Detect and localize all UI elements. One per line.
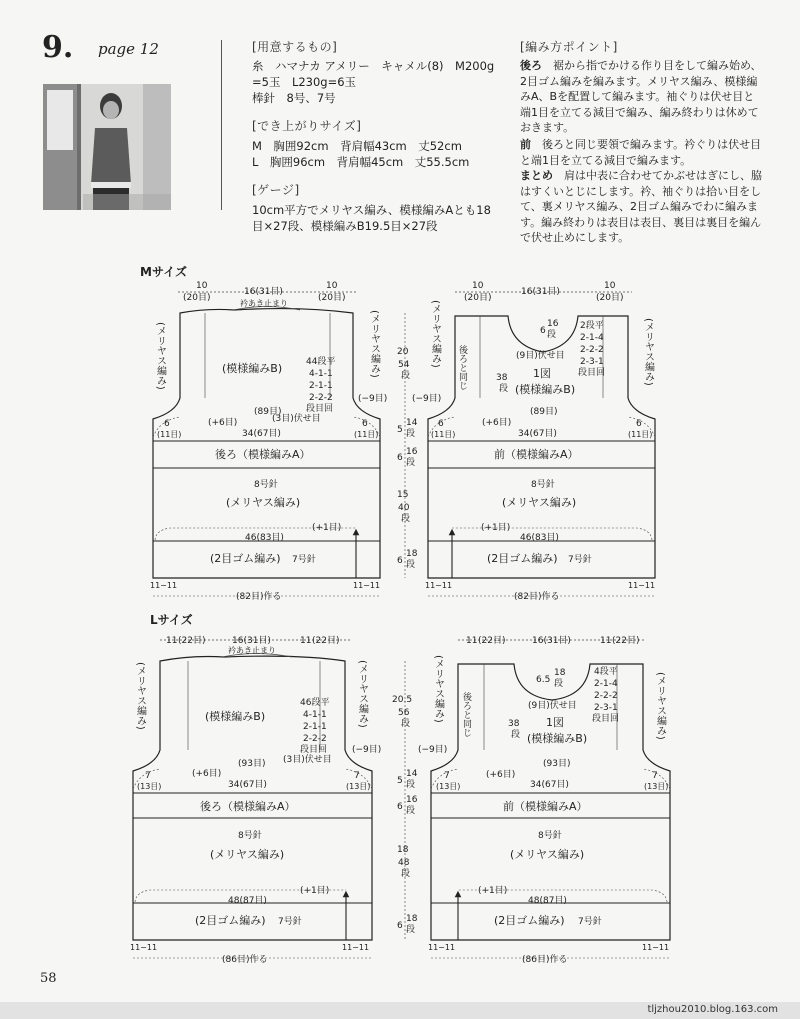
svg-text:38: 38 bbox=[496, 373, 508, 383]
finish-label: まとめ bbox=[520, 169, 553, 182]
yarn-line-1: 糸 ハマナカ アメリー キャメル(8) M200g bbox=[252, 59, 495, 73]
svg-text:段: 段 bbox=[401, 869, 411, 879]
l-front-rib-mark-l: 11−11 bbox=[428, 943, 456, 952]
svg-text:2-1-4: 2-1-4 bbox=[594, 679, 618, 689]
svg-text:2-1-4: 2-1-4 bbox=[580, 333, 604, 343]
l-front-bindoff: (9目)伏せ目 bbox=[528, 701, 577, 711]
l-front-width93: (93目) bbox=[543, 759, 571, 769]
svg-text:6: 6 bbox=[540, 326, 546, 336]
svg-text:56: 56 bbox=[398, 708, 410, 718]
l-back-width48: 48(87目) bbox=[228, 896, 267, 906]
site-watermark: tljzhou2010.blog.163.com bbox=[647, 1004, 778, 1015]
svg-text:6: 6 bbox=[397, 453, 403, 463]
svg-text:(20目): (20目) bbox=[596, 293, 624, 303]
l-back-plus1: (+1目) bbox=[300, 886, 330, 896]
svg-text:2-3-1: 2-3-1 bbox=[580, 357, 604, 367]
l-front-side7-l: 7 bbox=[444, 771, 450, 781]
svg-text:10: 10 bbox=[604, 281, 616, 291]
l-back-minus9: (−9目) bbox=[352, 745, 382, 755]
page-number: 58 bbox=[40, 971, 57, 986]
m-vertical-dims bbox=[397, 313, 418, 578]
l-back-cast-on: (86目)作る bbox=[222, 955, 268, 965]
svg-text:(22目): (22目) bbox=[312, 636, 340, 646]
svg-text:(メリヤス編み): (メリヤス編み) bbox=[429, 300, 441, 368]
m-back-minus9: (−9目) bbox=[358, 394, 388, 404]
m-fig1: 1図 bbox=[533, 367, 551, 380]
svg-text:16(31目): 16(31目) bbox=[532, 636, 571, 646]
gauge-line-2: 目×27段、模様編みB19.5目×27段 bbox=[252, 219, 438, 233]
l-front-needle7: 7号針 bbox=[578, 917, 602, 927]
svg-text:14: 14 bbox=[406, 769, 418, 779]
m-back-rib-mark-r: 11−11 bbox=[353, 581, 381, 590]
m-back-cast-on: (82目)作る bbox=[236, 592, 282, 602]
m-front-ribbing: (2目ゴム編み) bbox=[487, 552, 558, 565]
svg-text:2-2-2: 2-2-2 bbox=[309, 393, 333, 403]
svg-text:16(31目): 16(31目) bbox=[521, 287, 560, 297]
svg-text:段: 段 bbox=[554, 679, 564, 689]
l-front-cast-on: (86目)作る bbox=[522, 955, 568, 965]
m-front-side6-l: 6 bbox=[438, 419, 444, 429]
svg-text:(メリヤス編み): (メリヤス編み) bbox=[154, 322, 166, 390]
m-front-width89: (89目) bbox=[530, 407, 558, 417]
m-dim-20-right: (20目) bbox=[318, 293, 346, 303]
svg-text:(メリヤス編み): (メリヤス編み) bbox=[356, 660, 368, 728]
svg-text:18: 18 bbox=[406, 914, 418, 924]
m-fig1-pattern: (模様編みB) bbox=[515, 383, 576, 396]
l-back-needle8: 8号針 bbox=[238, 831, 262, 841]
m-front-width34: 34(67目) bbox=[518, 429, 557, 439]
svg-text:(20目): (20目) bbox=[464, 293, 492, 303]
svg-text:段: 段 bbox=[406, 560, 416, 570]
svg-text:16: 16 bbox=[547, 319, 559, 329]
m-front-cast-on: (82目)作る bbox=[514, 592, 560, 602]
front-label: 前 bbox=[520, 138, 531, 151]
m-front-rib-mark-r: 11−11 bbox=[628, 581, 656, 590]
m-back-needle7: 7号針 bbox=[292, 555, 316, 565]
svg-text:段: 段 bbox=[511, 730, 521, 740]
svg-text:2-1-1: 2-1-1 bbox=[303, 722, 327, 732]
m-back-plus1: (+1目) bbox=[312, 523, 342, 533]
m-dim-20-left: (20目) bbox=[183, 293, 211, 303]
svg-text:段: 段 bbox=[401, 514, 411, 524]
finished-size-title: [でき上がりサイズ] bbox=[252, 119, 362, 133]
l-front-width48: 48(87目) bbox=[528, 896, 567, 906]
l-front-plus1: (+1目) bbox=[478, 886, 508, 896]
svg-text:段: 段 bbox=[406, 429, 416, 439]
m-back-pattern-b: (模様編みB) bbox=[222, 362, 283, 375]
svg-text:11: 11 bbox=[166, 636, 178, 646]
l-collar-stop: 衿あき止まり bbox=[228, 646, 276, 655]
svg-text:15: 15 bbox=[397, 490, 409, 500]
svg-text:2-2-2: 2-2-2 bbox=[594, 691, 618, 701]
m-dim-10-right: 10 bbox=[326, 281, 338, 291]
l-front-rib-mark-r: 11−11 bbox=[642, 943, 670, 952]
l-back-side13-l: (13目) bbox=[137, 782, 162, 791]
svg-text:段: 段 bbox=[406, 458, 416, 468]
svg-text:5: 5 bbox=[397, 776, 403, 786]
svg-text:44段平: 44段平 bbox=[306, 357, 336, 367]
svg-text:5: 5 bbox=[397, 425, 403, 435]
m-front-title: 前（模様編みA） bbox=[494, 448, 579, 461]
l-front-stockinette: (メリヤス編み) bbox=[510, 848, 585, 861]
m-size-label: Mサイズ bbox=[140, 265, 187, 279]
l-back-ribbing: (2目ゴム編み) bbox=[195, 914, 266, 927]
svg-text:16: 16 bbox=[406, 795, 418, 805]
svg-text:54: 54 bbox=[398, 360, 410, 370]
points-title: [編み方ポイント] bbox=[520, 40, 618, 54]
m-front-rib-mark-l: 11−11 bbox=[425, 581, 453, 590]
m-back-plus6: (+6目) bbox=[208, 418, 238, 428]
m-back-ribbing: (2目ゴム編み) bbox=[210, 552, 281, 565]
m-back-side-labels bbox=[155, 310, 381, 390]
l-fig1-pattern: (模様編みB) bbox=[527, 732, 588, 745]
l-vertical-dims bbox=[392, 661, 418, 940]
gauge-title: [ゲージ] bbox=[252, 183, 300, 197]
gauge-line-1: 10cm平方でメリヤス編み、模様編みAとも18 bbox=[252, 203, 491, 217]
m-back-width34: 34(67目) bbox=[242, 429, 281, 439]
l-front-title: 前（模様編みA） bbox=[503, 800, 588, 813]
l-front-top-dims bbox=[458, 635, 645, 646]
m-collar-stop: 衿あき止まり bbox=[240, 299, 288, 308]
svg-text:11: 11 bbox=[300, 636, 312, 646]
size-m-line: M 胸囲92cm 背肩幅43cm 丈52cm bbox=[252, 139, 462, 153]
m-front-neck-h bbox=[540, 319, 559, 340]
svg-text:6: 6 bbox=[397, 802, 403, 812]
svg-text:段目回: 段目回 bbox=[300, 745, 328, 755]
l-front-width34: 34(67目) bbox=[530, 780, 569, 790]
l-back-same: 後ろと同じ bbox=[461, 692, 471, 737]
svg-text:6.5: 6.5 bbox=[536, 675, 551, 685]
l-back-stockinette: (メリヤス編み) bbox=[210, 848, 285, 861]
svg-text:4段平: 4段平 bbox=[594, 667, 618, 677]
l-size-label: Lサイズ bbox=[150, 613, 193, 627]
svg-text:16: 16 bbox=[406, 447, 418, 457]
l-fig1: 1図 bbox=[546, 716, 564, 729]
m-back-same: 後ろと同じ bbox=[457, 345, 467, 390]
m-front-38 bbox=[496, 373, 508, 394]
yarn-line-2: =5玉 L230g=6玉 bbox=[252, 75, 357, 89]
svg-text:段: 段 bbox=[401, 371, 411, 381]
svg-text:段: 段 bbox=[406, 925, 416, 935]
svg-text:2-2-2: 2-2-2 bbox=[580, 345, 604, 355]
l-back-bindoff: (3目)伏せ目 bbox=[283, 755, 332, 765]
l-back-width34: 34(67目) bbox=[228, 780, 267, 790]
svg-text:11: 11 bbox=[466, 636, 478, 646]
l-front-side13-l: (13目) bbox=[436, 782, 461, 791]
svg-text:11: 11 bbox=[600, 636, 612, 646]
l-back-side7-r: 7 bbox=[354, 771, 360, 781]
svg-text:40: 40 bbox=[398, 503, 410, 513]
m-front-width46: 46(83目) bbox=[520, 533, 559, 543]
m-front-plus1: (+1目) bbox=[481, 523, 511, 533]
l-back-rib-mark-r: 11−11 bbox=[342, 943, 370, 952]
m-front-side11-l: (11目) bbox=[431, 430, 456, 439]
svg-text:(22目): (22目) bbox=[478, 636, 506, 646]
svg-text:14: 14 bbox=[406, 418, 418, 428]
l-front-decrease bbox=[592, 666, 619, 724]
svg-text:18: 18 bbox=[397, 845, 409, 855]
l-back-title: 後ろ（模様編みA） bbox=[200, 800, 296, 813]
m-front-side6-r: 6 bbox=[636, 419, 642, 429]
svg-text:6: 6 bbox=[397, 921, 403, 931]
l-front-plus6: (+6目) bbox=[486, 770, 516, 780]
svg-text:段: 段 bbox=[406, 806, 416, 816]
svg-text:4-1-1: 4-1-1 bbox=[309, 369, 333, 379]
l-front-ribbing: (2目ゴム編み) bbox=[494, 914, 565, 927]
l-front-side7-r: 7 bbox=[652, 771, 658, 781]
m-back-bindoff: (3目)伏せ目 bbox=[272, 414, 321, 424]
svg-text:段目回: 段目回 bbox=[306, 404, 334, 414]
l-front-38 bbox=[508, 719, 520, 740]
l-back-rib-mark-l: 11−11 bbox=[130, 943, 158, 952]
l-back-pattern-b: (模様編みB) bbox=[205, 710, 266, 723]
m-back-width89: (89目) bbox=[254, 407, 282, 417]
svg-text:(メリヤス編み): (メリヤス編み) bbox=[368, 310, 380, 378]
m-back-stockinette: (メリヤス編み) bbox=[226, 496, 301, 509]
svg-text:2-1-1: 2-1-1 bbox=[309, 381, 333, 391]
svg-text:(メリヤス編み): (メリヤス編み) bbox=[134, 662, 146, 730]
m-back-width46: 46(83目) bbox=[245, 533, 284, 543]
page-reference: page 12 bbox=[98, 40, 159, 58]
svg-text:18: 18 bbox=[406, 549, 418, 559]
m-back-title: 後ろ（模様編みA） bbox=[215, 448, 311, 461]
svg-text:段: 段 bbox=[406, 780, 416, 790]
l-back-decrease bbox=[300, 697, 329, 755]
l-front-side13-r: (13目) bbox=[644, 782, 669, 791]
m-dim-center: 16(31目) bbox=[244, 287, 283, 297]
m-front-stockinette: (メリヤス編み) bbox=[502, 496, 577, 509]
back-label: 後ろ bbox=[520, 59, 542, 72]
m-front-bindoff: (9目)伏せ目 bbox=[516, 351, 565, 361]
svg-text:段: 段 bbox=[499, 384, 509, 394]
svg-text:4-1-1: 4-1-1 bbox=[303, 710, 327, 720]
svg-text:2段平: 2段平 bbox=[580, 321, 604, 331]
svg-text:38: 38 bbox=[508, 719, 520, 729]
l-back-width93: (93目) bbox=[238, 759, 266, 769]
svg-text:(メリヤス編み): (メリヤス編み) bbox=[654, 672, 666, 740]
svg-text:10: 10 bbox=[472, 281, 484, 291]
size-l-line: L 胸囲96cm 背肩幅45cm 丈55.5cm bbox=[252, 155, 470, 169]
svg-text:2-3-1: 2-3-1 bbox=[594, 703, 618, 713]
svg-text:20.5: 20.5 bbox=[392, 695, 413, 705]
m-back-rib-mark-l: 11−11 bbox=[150, 581, 178, 590]
back-text: 裾から指でかける作り目をして編み始め、2目ゴム編みを編みます。メリヤス編み、模様編みA、Bを配置して編みます。袖ぐりは伏せ目と端1目を立てる減目で編み、編み終わりは休めておきます。 bbox=[520, 59, 762, 134]
finish-text: 肩は中表に合わせてかぶせはぎにし、脇はすくいとじにします。衿、袖ぐりは拾い目をして、裏メリヤス編み、2目ゴム編みでわに編みます。編み終わりは表目は表目、裏目は裏目を編んで伏せ止めにします。 bbox=[520, 169, 762, 244]
m-front-decrease bbox=[578, 320, 605, 378]
m-back-side11-l: (11目) bbox=[157, 430, 182, 439]
needles-line: 棒針 8号、7号 bbox=[252, 91, 336, 105]
svg-text:46段平: 46段平 bbox=[300, 698, 330, 708]
svg-text:6: 6 bbox=[397, 556, 403, 566]
m-back-side11-r: (11目) bbox=[354, 430, 379, 439]
svg-text:48: 48 bbox=[398, 858, 410, 868]
materials-title: [用意するもの] bbox=[252, 40, 338, 54]
svg-text:段: 段 bbox=[401, 719, 411, 729]
l-back-needle7: 7号針 bbox=[278, 917, 302, 927]
svg-text:20: 20 bbox=[397, 347, 409, 357]
svg-text:段目回: 段目回 bbox=[592, 714, 620, 724]
l-front-minus9: (−9目) bbox=[418, 745, 448, 755]
m-back-side6-l: 6 bbox=[164, 419, 170, 429]
m-front-needle7: 7号針 bbox=[568, 555, 592, 565]
pattern-number: 9. bbox=[42, 30, 74, 65]
svg-text:2-2-2: 2-2-2 bbox=[303, 734, 327, 744]
l-front-neck-h bbox=[536, 668, 566, 689]
m-front-side11-r: (11目) bbox=[628, 430, 653, 439]
m-back-decrease bbox=[306, 356, 335, 414]
m-front-plus6: (+6目) bbox=[482, 418, 512, 428]
l-back-top-dims bbox=[160, 635, 352, 646]
svg-text:段: 段 bbox=[547, 330, 557, 340]
m-dim-10-left: 10 bbox=[196, 281, 208, 291]
m-back-needle8: 8号針 bbox=[254, 480, 278, 490]
svg-text:18: 18 bbox=[554, 668, 566, 678]
l-back-side13-r: (13目) bbox=[346, 782, 371, 791]
svg-text:16(31目): 16(31目) bbox=[232, 636, 271, 646]
svg-text:(メリヤス編み): (メリヤス編み) bbox=[432, 655, 444, 723]
svg-text:(22目): (22目) bbox=[612, 636, 640, 646]
l-front-needle8: 8号針 bbox=[538, 831, 562, 841]
m-front-top-dims bbox=[455, 281, 632, 303]
m-front-minus9: (−9目) bbox=[412, 394, 442, 404]
l-back-plus6: (+6目) bbox=[192, 769, 222, 779]
m-front-needle8: 8号針 bbox=[531, 480, 555, 490]
l-back-side7-l: 7 bbox=[145, 771, 151, 781]
svg-text:(メリヤス編み): (メリヤス編み) bbox=[642, 318, 654, 386]
svg-text:段目回: 段目回 bbox=[578, 368, 606, 378]
svg-text:(22目): (22目) bbox=[178, 636, 206, 646]
m-back-side6-r: 6 bbox=[362, 419, 368, 429]
front-text: 後ろと同じ要領で編みます。衿ぐりは伏せ目と端1目を立てる減目で編みます。 bbox=[520, 138, 762, 167]
